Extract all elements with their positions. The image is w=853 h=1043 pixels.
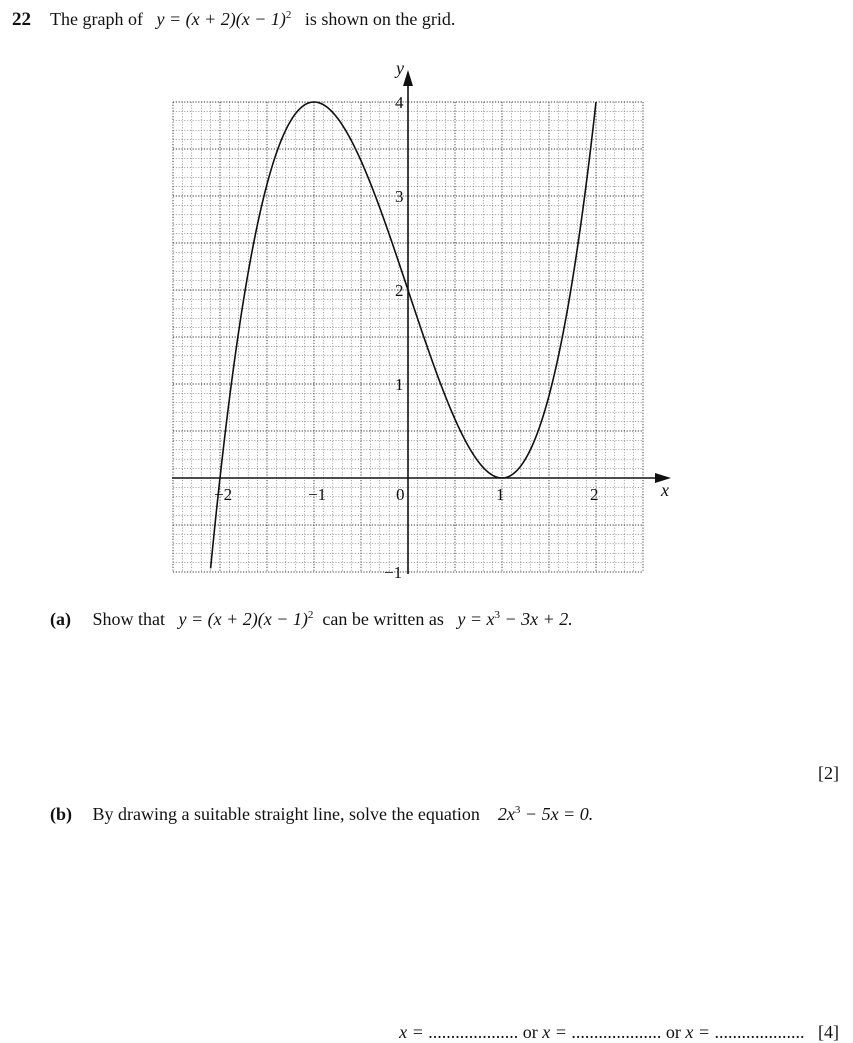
part-a-label: (a): [50, 609, 71, 629]
question-number: 22: [12, 9, 31, 30]
y-tick-label: 2: [395, 281, 404, 300]
part-b-marks: [4]: [818, 1022, 839, 1042]
part-a-text-prefix: Show that: [92, 609, 166, 629]
y-tick-label: 3: [395, 187, 404, 206]
y-tick-label: −1: [384, 563, 403, 582]
stem-exponent: 2: [285, 9, 292, 21]
answer-blank-3[interactable]: ....................: [714, 1022, 805, 1042]
x-tick-label: 1: [496, 485, 505, 504]
part-a-eq1-exponent: 2: [307, 609, 314, 621]
part-b-text: By drawing a suitable straight line, solve the equation: [92, 804, 480, 824]
y-axis-arrow: [403, 70, 413, 86]
part-a-eq2-b: − 3x + 2.: [499, 609, 573, 629]
x-tick-label: −2: [214, 485, 233, 504]
y-axis-label: y: [396, 58, 404, 78]
part-b-eq-exponent: 3: [514, 804, 521, 816]
y-tick-label: 4: [395, 93, 404, 112]
stem-prefix: The graph of: [50, 9, 143, 29]
part-a-eq1: y = (x + 2)(x − 1): [178, 609, 308, 629]
answer-blank-2[interactable]: ....................: [571, 1022, 662, 1042]
answer-or-2: or: [665, 1022, 681, 1042]
graph: [150, 50, 690, 585]
y-tick-label: 1: [395, 375, 404, 394]
x-tick-label: 0: [396, 485, 405, 504]
answer-or-1: or: [522, 1022, 538, 1042]
part-b-eq-a: 2x: [497, 804, 515, 824]
x-tick-label: 2: [590, 485, 599, 504]
x-tick-label: −1: [308, 485, 327, 504]
part-a: [50, 609, 573, 630]
part-a-marks: [2]: [818, 763, 839, 783]
x-axis-label: x: [661, 480, 669, 500]
stem-suffix: is shown on the grid.: [304, 9, 456, 29]
part-b-label: (b): [50, 804, 72, 824]
part-b-eq-b: − 5x = 0.: [520, 804, 594, 824]
part-b: [50, 804, 593, 825]
answer-line: [399, 1022, 839, 1043]
part-a-eq2-a: y = x: [457, 609, 495, 629]
stem-equation: y = (x + 2)(x − 1): [156, 9, 286, 29]
question-stem: [50, 9, 455, 30]
part-a-eq2-exponent: 3: [494, 609, 500, 621]
answer-x-label-2: x =: [542, 1022, 567, 1042]
part-a-text-mid: can be written as: [322, 609, 444, 629]
answer-blank-1[interactable]: ....................: [428, 1022, 519, 1042]
answer-x-label-1: x =: [399, 1022, 424, 1042]
answer-x-label-3: x =: [685, 1022, 710, 1042]
